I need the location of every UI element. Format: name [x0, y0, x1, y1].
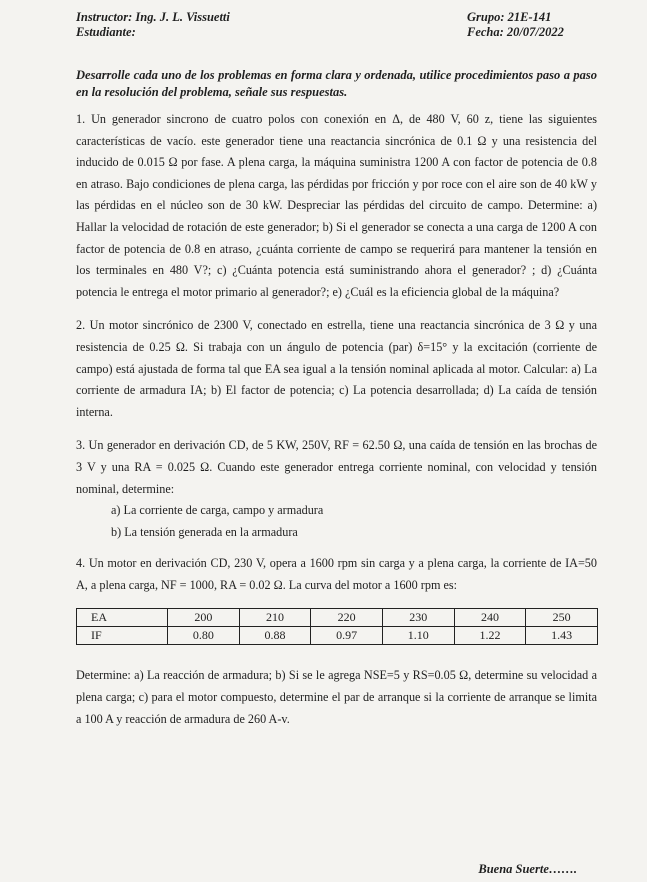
- table-cell: 1.22: [454, 627, 526, 645]
- problem-3-item-a: a) La corriente de carga, campo y armadura: [111, 503, 324, 518]
- table-cell: 0.88: [239, 627, 311, 645]
- table-cell: 220: [311, 609, 383, 627]
- table-cell: 1.43: [526, 627, 598, 645]
- grupo-label: Grupo: 21E-141: [467, 10, 552, 24]
- table-cell: 0.97: [311, 627, 383, 645]
- table-header-ea: EA: [77, 609, 168, 627]
- table-row-ea: [77, 609, 598, 627]
- table-cell: 230: [382, 609, 454, 627]
- date-label: Fecha: 20/07/2022: [467, 25, 564, 39]
- table-cell: 250: [526, 609, 598, 627]
- problem-4: 4. Un motor en derivación CD, 230 V, opera a 1600 rpm sin carga y a plena carga, la corriente de IA=50 A, a plena carga, NF = 1000, RA = 0.02 Ω. La curva del motor a 1600 rpm es:: [76, 556, 597, 592]
- problem-3-item-b: b) La tensión generada en la armadura: [111, 524, 298, 539]
- problem-3-items: [76, 500, 597, 543]
- table-cell: 210: [239, 609, 311, 627]
- table-cell: 0.80: [168, 627, 240, 645]
- problem-4-questions: Determine: a) La reacción de armadura; b) Si se le agrega NSE=5 y RS=0.05 Ω, determine su velocidad a plena carga; c) para el motor compuesto, determine el par de arranque si la corriente de arranque se limita a 100 A y reacción de armadura de 260 A-v.: [76, 668, 597, 726]
- instructions-text: Desarrolle cada uno de los problemas en forma clara y ordenada, utilice procedimientos paso a paso en la resolución del problema, señale sus respuestas.: [76, 68, 597, 99]
- header-row-2: [76, 25, 597, 40]
- problem-3: 3. Un generador en derivación CD, de 5 KW, 250V, RF = 62.50 Ω, una caída de tensión en las brochas de 3 V y una RA = 0.025 Ω. Cuando este generador entrega corriente nominal, con velocidad y tensión nominal, determine:: [76, 438, 597, 496]
- header-row-1: [76, 10, 597, 25]
- table-cell: 240: [454, 609, 526, 627]
- instructor-label: Instructor: Ing. J. L. Vissuetti: [76, 10, 230, 24]
- table-row-if: [77, 627, 598, 645]
- student-label: Estudiante:: [76, 25, 136, 39]
- table-cell: 200: [168, 609, 240, 627]
- magnetization-table: [76, 608, 598, 645]
- problem-1: 1. Un generador sincrono de cuatro polos con conexión en Δ, de 480 V, 60 z, tiene las siguientes características de vacío. este generador tiene una reactancia sincrónica de 0.1 Ω y una resistencia del inducido de 0.015 Ω por fase. A plena carga, la máquina suministra 1200 A con factor de potencia de 0.8 en atraso. Bajo condiciones de plena carga, las pérdidas por fricción y por roce con el aire son de 40 kW y las pérdidas en el núcleo son de 30 kW. Despreciar las pérdidas del circuito de campo. Determine: a) Hallar la velocidad de rotación de este generador; b) Si el generador se conecta a una carga de 1200 A con factor de potencia de 0.8 en atraso, ¿cuánta corriente de campo se requerirá para mantener la tensión en los terminales en 480 V?; c) ¿Cuánta potencia está suministrando ahora el generador? ; d) ¿Cuánta potencia le entrega el motor primario al generador?; e) ¿Cuál es la eficiencia global de la máquina?: [76, 112, 597, 299]
- table-cell: 1.10: [382, 627, 454, 645]
- problem-2: 2. Un motor sincrónico de 2300 V, conectado en estrella, tiene una reactancia sincrónica de 3 Ω y una resistencia de 0.25 Ω. Si trabaja con un ángulo de potencia (par) δ=15° y la excitación (corriente de campo) está ajustada de forma tal que EA sea igual a la tensión nominal aplicada al motor. Calcular: a) La corriente de armadura IA; b) El factor de potencia; c) La potencia desarrollada; d) La caída de tensión interna.: [76, 318, 597, 419]
- table-header-if: IF: [77, 627, 168, 645]
- closing-text: Buena Suerte…….: [478, 862, 577, 876]
